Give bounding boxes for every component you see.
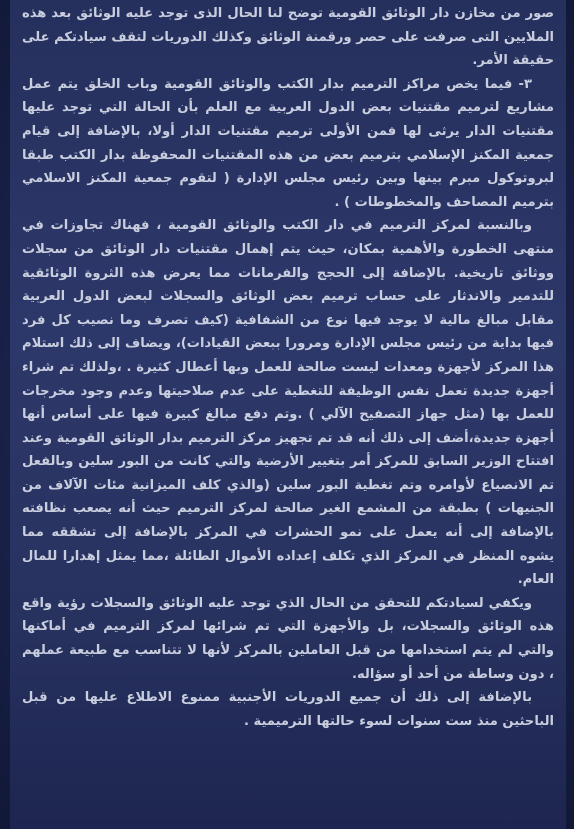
document-text [22,2,554,733]
paragraph-verification: ويكفي لسيادتكم للتحقق من الحال الذي توجد عليه الوثائق والسجلات رؤية واقع هذه الوثائق والسجلات، بل والأجهزة التي تم شرائها لمركز الترميم في أماكنها والتي لم يتم استخدامها من قبل العاملين بالمركز لأنها لا تتناسب مع طبيعة عملهم ، دون وساطة من أحد أو سؤاله. [22,595,554,682]
paragraph-restoration-center: وبالنسبة لمركز الترميم في دار الكتب والوثائق القومية ، فهناك تجاوزات في منتهى الخطورة والأهمية بمكان، حيث يتم إهمال مقتنيات دار الوثائق من سجلات ووثائق تاريخية. بالإضافة إلى الحجج والفرمانات مما يعرض هذه الثروة الوثائقية للتدمير والاندثار على حساب ترميم بعض الوثائق والسجلات لبعض الدول العربية مقابل مبالغ مالية لا يوجد فيها نوع من الشفافية (كيف تصرف وما نصيب كل فرد فيها بداية من رئيس مجلس الإدارة ومرورا ببعض القيادات)، ويضاف إلى ذلك استلام هذا المركز لأجهزة ومعدات ليست صالحة للعمل وبها أعطال كثيرة . ،ولذلك تم شراء أجهزة جديدة تعمل نفس الوظيفة للتغطية على عدم صلاحيتها وعدم وجود مخرجات للعمل بها (مثل جهاز التصفيح الآلي ) .وتم دفع مبالغ كبيرة فيها على أساس أنها أجهزة جديدة،أضف إلى ذلك أنه قد تم تجهيز مركز الترميم بدار الوثائق القومية وعند افتتاح الوزير السابق للمركز أمر بتغيير الأرضية والتي كانت من البور سلين وبالفعل تم الانصياع لأوامره وتم تغطية البور سلين (والذي كلف الميزانية مئات الآلاف من الجنيهات ) بطبقة من المشمع الغير صالحة لمركز الترميم حيث أنه يصعب نظافته بالإضافة إلى أنه يعمل على نمو الحشرات في المركز بالإضافة إلى تشققه مما يشوه المنظر في المركز الذي تكلف إعداده الأموال الطائلة ،مما يمثل إهدارا للمال العام. [22,218,554,588]
paragraph-foreign-periodicals: بالإضافة إلى ذلك أن جميع الدوريات الأجنبية ممنوع الاطلاع عليها من قبل الباحثين منذ ست سنوات لسوء حالتها الترميمية . [22,690,554,729]
paragraph-item-3: ٣- فيما يخص مراكز الترميم بدار الكتب والوثائق القومية وباب الخلق يتم عمل مشاريع لترميم مقتنيات بعض الدول العربية مع العلم بأن الحالة التي توجد عليها مقتنيات الدار يرثى لها فمن الأولى ترميم مقتنيات الدار أولا، بالإضافة إلى قيام جمعية المكنز الإسلامي بترميم بعض من هذه المقتنيات المحفوظة بدار الكتب طبقا لبروتوكول مبرم بينها وبين رئيس مجلس الإدارة ( لتقوم جمعية المكنز الاسلامي بترميم المصاحف والمخطوطات ) . [22,76,554,210]
paragraph-intro: صور من مخازن دار الوثائق القومية توضح لنا الحال الذى توجد عليه الوثائق بعد هذه الملايين التى صرفت على حصر ورقمنة الوثائق وكذلك الدوريات لتقف سيادتكم على حقيقة الأمر. [22,6,554,69]
